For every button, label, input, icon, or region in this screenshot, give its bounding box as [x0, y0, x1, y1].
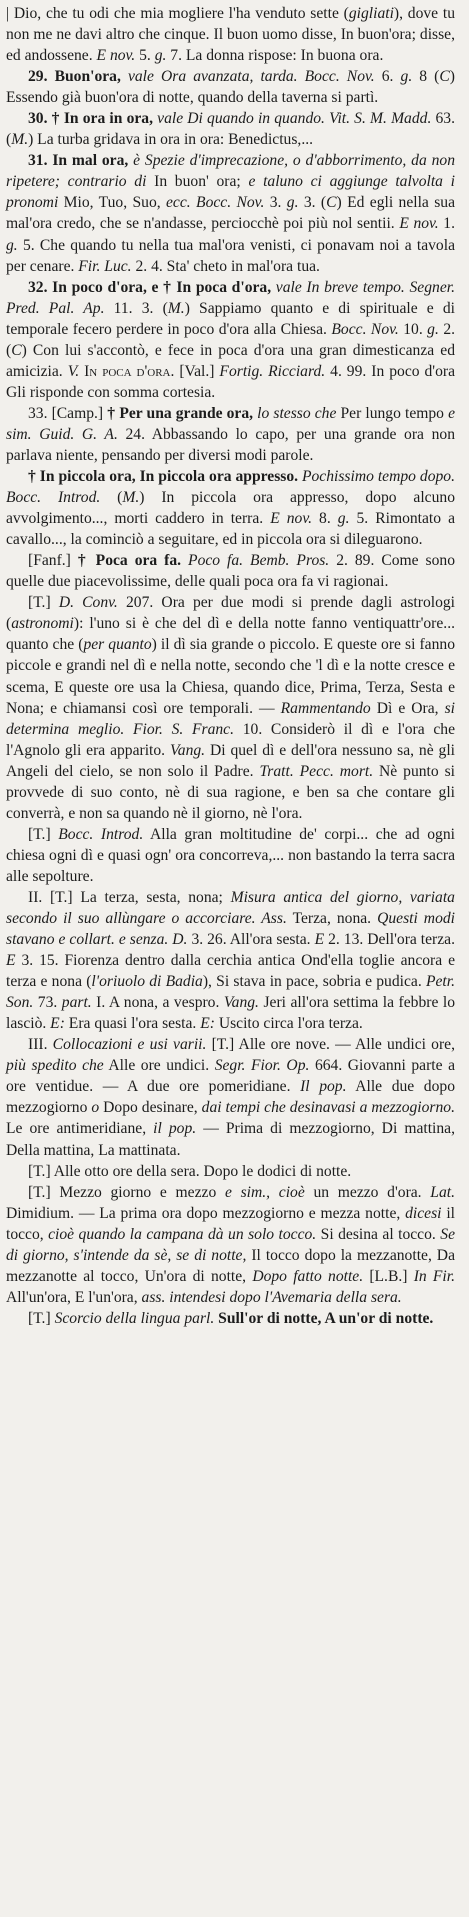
text-run: 664. Giovanni parte a ore ventidue. — A due ore pomeridiane. [6, 1057, 455, 1096]
text-run: gigliati [348, 5, 394, 22]
text-run: Petr. Son. [6, 973, 455, 1012]
text-run: e sim. Guid. G. A. [6, 404, 455, 443]
text-run: E [314, 931, 325, 949]
text-run: — Prima di mezzogiorno, Di mattina, Della mattina, La mattinata. [6, 1120, 455, 1159]
text-run: g. [337, 510, 350, 528]
text-run: 3. 26. All'ora sesta. [187, 931, 315, 949]
text-run: Uscito circa l'ora terza. [214, 1015, 363, 1033]
text-run: ) Essendo già buon'ora di notte, quando della taverna si partì. [6, 68, 455, 107]
text-run: [T.] [28, 594, 59, 612]
text-run: In buon' ora; [146, 173, 249, 191]
text-run: Dopo fatto notte. [252, 1267, 364, 1285]
text-run: dicesi [405, 1204, 442, 1222]
text-run: D. Conv. [58, 594, 118, 612]
text-run: Vang. [169, 741, 206, 759]
text-run: g. [400, 68, 413, 86]
dictionary-paragraph [6, 66, 455, 108]
text-run: ) Ed egli nella sua mal'ora credo, che se n'andasse, perciocchè poi più nol sentii. [6, 194, 455, 233]
text-run: cioè quando la campana dà un solo tocco. [48, 1225, 317, 1243]
text-run: II. [T.] La terza, sesta, nona; [28, 888, 231, 906]
text-run: 6. [374, 68, 401, 86]
text-run: Collocazioni e usi varii. [52, 1036, 207, 1054]
dictionary-paragraph [6, 1161, 455, 1182]
text-run: si determina meglio. Fior. S. Franc. [6, 699, 455, 738]
text-run: Bocc. Nov. [331, 320, 399, 338]
text-run: 63. ( [6, 110, 456, 149]
text-run: lo stesso che [257, 404, 337, 422]
text-run: ecc. Bocc. Nov. [166, 194, 265, 212]
text-run: [T.] Mezzo giorno e mezzo [28, 1183, 225, 1201]
text-run: † Poca ora fa. [77, 552, 189, 570]
text-run: E [6, 952, 16, 970]
text-run: più spedito che [6, 1057, 104, 1075]
text-run: g. [6, 236, 18, 254]
text-run: 5. [135, 47, 155, 65]
text-run: 1. [438, 215, 456, 233]
text-run: | Dio, che tu odi che mia mogliere l'ha venduto sette ( [6, 5, 349, 22]
text-run: ), dove tu non me ne davi altro che cinque. Il buon uomo disse, In buon'ora; disse, ed andossene. [6, 5, 455, 65]
text-run: o [91, 1099, 100, 1117]
text-run: M. [167, 299, 185, 317]
text-run: Terza, nona. [286, 910, 378, 928]
text-run: Il tocco dopo la mezzanotte, Da mezzanotte al tocco, Un'ora di notte, [6, 1246, 455, 1285]
text-run: 24. Abbassando lo capo, per una grande ora non parlava niente, pensando per diversi modi parole. [6, 425, 455, 464]
text-run: All'un'ora, E l'un'ora, [6, 1288, 142, 1306]
text-run: 207. Ora per due modi si prende dagli astrologi ( [6, 594, 455, 633]
text-run: g. [427, 320, 439, 338]
dictionary-paragraph [6, 1034, 455, 1160]
text-run: 8 ( [412, 68, 440, 86]
text-run: Lat. [430, 1183, 455, 1201]
text-run: il tocco, [6, 1204, 455, 1243]
text-run: Fir. Luc. [78, 257, 132, 275]
text-run: E: [50, 1015, 65, 1033]
dictionary-paragraph [6, 824, 455, 887]
text-run: 10. Considerò il dì e l'ora che l'Agnolo gli era apparito. [6, 720, 455, 759]
text-run: ass. intendesi dopo l'Avemaria della sera. [141, 1288, 402, 1306]
text-run: Scorcio della lingua parl. [54, 1309, 215, 1327]
text-run: [T.] [28, 825, 59, 843]
text-run: Alle due dopo mezzogiorno [6, 1078, 455, 1117]
dictionary-paragraph [6, 3, 455, 66]
dictionary-paragraph [6, 403, 455, 466]
text-run: Era quasi l'ora sesta. [64, 1015, 201, 1033]
text-run: [T.] Alle otto ore della sera. Dopo le dodici di notte. [28, 1162, 352, 1180]
dictionary-paragraph [6, 108, 455, 150]
text-run: E nov. [270, 510, 313, 528]
dictionary-paragraph [6, 887, 455, 1034]
text-run: Questi modi stavano e collart. e senza. D. [6, 910, 455, 949]
text-run: Le ore antimeridiane, [6, 1120, 154, 1138]
text-run: 73. [33, 994, 62, 1012]
text-run: astronomi [11, 615, 74, 633]
text-run: III. [28, 1036, 53, 1054]
text-run: † Per una grande ora, [107, 404, 258, 422]
text-run: 30. † In ora in ora, [28, 110, 158, 128]
text-run: 2. 13. Dell'ora terza. [324, 931, 455, 949]
text-run: I. A nona, a vespro. [91, 994, 224, 1012]
text-run: ( [100, 489, 123, 507]
text-run: E nov. [96, 47, 136, 65]
text-run: Per lungo tempo [336, 404, 449, 422]
text-run: il pop. [153, 1120, 197, 1138]
text-run: V. [67, 362, 80, 380]
text-run: 2. 89. Come sono quelle due piacevolissime, delle quali poca ora fa vi ragionai. [6, 552, 455, 591]
text-run: l'oriuolo di Badia [91, 973, 203, 991]
text-run: g. [286, 194, 299, 212]
text-run: un mezzo d'ora. [304, 1183, 431, 1201]
dictionary-paragraph [6, 550, 455, 592]
text-run: ) il dì sia grande o piccolo. E queste ore si fanno piccole e grandi nel dì e nella notte, secondo che 'l dì e la notte cresce e scema, E queste ore usa la Chiesa, quando dice, Prima, Terza, Sesta e Nona; e chiamansi così ore temporali. — [6, 636, 455, 717]
text-run: [L.B.] [363, 1267, 414, 1285]
text-run: M. [122, 489, 140, 507]
text-run: 10. [398, 320, 428, 338]
text-run: Fortig. Ricciard. [219, 362, 326, 380]
text-run: Sull'or di notte, A un'or di notte. [214, 1309, 434, 1327]
dictionary-paragraph [6, 277, 455, 403]
text-run: vale Ora avanzata, tarda. Bocc. Nov. [127, 68, 375, 86]
text-run: [T.] Alle ore nove. — Alle undici ore, [206, 1036, 455, 1054]
text-run: 32. In poco d'ora, e † In poca d'ora, [28, 278, 276, 296]
text-run: 33. [Camp.] [28, 404, 108, 422]
text-run: Jeri all'ora settima la febbre lo lasciò. [6, 994, 455, 1033]
text-run: Se di giorno, s'intende da sè, se di notte, [6, 1225, 455, 1264]
text-run: C [11, 341, 22, 359]
dictionary-paragraph [6, 1308, 455, 1329]
text-run: † In piccola ora, In piccola ora appresso. [28, 468, 302, 486]
text-run: 2. 4. Sta' cheto in mal'ora tua. [131, 257, 320, 275]
text-run: Rammentando [280, 699, 371, 717]
text-run: Pochissimo tempo dopo. Bocc. Introd. [6, 468, 455, 507]
text-run: Segr. Fior. Op. [214, 1057, 310, 1075]
text-run: Dimidium. — La prima ora dopo mezzogiorno e mezza notte, [6, 1204, 406, 1222]
text-run: e taluno ci aggiunge talvolta i pronomi [6, 173, 455, 212]
text-run: ) In piccola ora appresso, dopo alcuno avvolgimento..., morti caddero in terra. [6, 489, 455, 528]
dictionary-paragraph [6, 592, 455, 824]
text-run: [T.] [28, 1309, 55, 1327]
text-run: E nov. [399, 215, 439, 233]
text-run: Di quel dì e dell'ora nessuno sa, nè gli Angeli del cielo, se non solo il Padre. [6, 741, 455, 780]
text-run: Nè punto si provvede di suo conto, nè di sua ragione, e ben sa che contare gli converrà, e non sa quando nè il giorno, nè l'ora. [6, 762, 455, 822]
text-run: In Fir. [413, 1267, 456, 1285]
dictionary-paragraph [6, 466, 455, 550]
text-run: 2. ( [6, 320, 456, 359]
dictionary-paragraph [6, 1182, 455, 1308]
text-run: Vang. [223, 994, 259, 1012]
text-run: Dì e Ora, [370, 699, 445, 717]
text-run: dai tempi che desinavasi a mezzogiorno. [201, 1099, 455, 1117]
text-run: Poco fa. Bemb. Pros. [188, 552, 330, 570]
text-run: E: [200, 1015, 215, 1033]
text-run: C [439, 68, 450, 86]
text-run: Dopo desinare, [99, 1099, 202, 1117]
text-run: 5. Che quando tu nella tua mal'ora venisti, ci ponavam noi a tavola per cenare. [6, 236, 455, 275]
text-run: Si desina al tocco. [316, 1225, 441, 1243]
dictionary-paragraph [6, 150, 455, 276]
text-run: ) Con lui s'accontò, e fece in poca d'ora una gran dimesticanza ed amicizia. [6, 341, 455, 380]
text-run: 29. Buon'ora, [28, 68, 128, 86]
text-run: ): l'uno si è che del dì e della notte fanno ventiquattr'ore... quanto che ( [6, 615, 455, 654]
text-run: C [326, 194, 337, 212]
text-run: 7. La donna rispose: In buona ora. [166, 47, 384, 65]
text-run: 11. 3. ( [104, 299, 168, 317]
text-run: Il pop. [300, 1078, 347, 1096]
text-run: ) Sappiamo quanto e di spirituale e di temporale fecero perdere in poco d'ora alla Chiesa. [6, 299, 456, 338]
text-run: è Spezie d'imprecazione, o d'abborrimento, da non ripetere; contrario di [6, 152, 455, 191]
text-run: In poca d'ora [84, 362, 171, 380]
text-run: Bocc. Introd. [58, 825, 144, 843]
text-run: Alla gran moltitudine de' corpi... che ad ogni chiesa ogni dì e quasi ogn' ora concorreva,... non bastando la terra sacra alle sepolture. [6, 825, 455, 885]
text-run: g. [154, 47, 167, 65]
text-run: Mio, Tuo, Suo, [58, 194, 167, 212]
text-run: e sim., cioè [224, 1183, 305, 1201]
text-run: Misura antica del giorno, variata secondo il suo allùngare o accorciare. Ass. [6, 888, 455, 928]
text-run: ) La turba gridava in ora in ora: Benedictus,... [28, 131, 314, 149]
text-run: ), Si stava in pace, sobria e pudica. [202, 973, 426, 991]
text-run: Alle ore undici. [103, 1057, 215, 1075]
text-run: M. [11, 131, 29, 149]
text-run: 3. 15. Fiorenza dentro dalla cerchia antica Ond'ella toglie ancora e terza e nona ( [6, 952, 455, 991]
text-run: vale Di quando in quando. Vit. S. M. Madd. [157, 110, 432, 128]
text-run: 8. [312, 510, 338, 528]
text-run: 5. Rimontato a cavallo..., la cominciò a seguitare, ed in piccola ora si dileguarono. [6, 510, 455, 549]
text-run: 4. 99. In poco d'ora Gli risponde con somma cortesia. [6, 362, 456, 401]
text-run: per quanto [83, 636, 152, 654]
text-run: 3. ( [298, 194, 327, 212]
text-run: vale In breve tempo. Segner. Pred. Pal. Ap. [6, 278, 455, 317]
text-run: part. [61, 994, 92, 1012]
text-run: 3. [264, 194, 287, 212]
text-run: Tratt. Pecc. mort. [259, 762, 374, 780]
text-run: . [Val.] [170, 362, 220, 380]
text-run: [Fanf.] [28, 552, 78, 570]
text-run: 31. In mal ora, [28, 152, 134, 170]
